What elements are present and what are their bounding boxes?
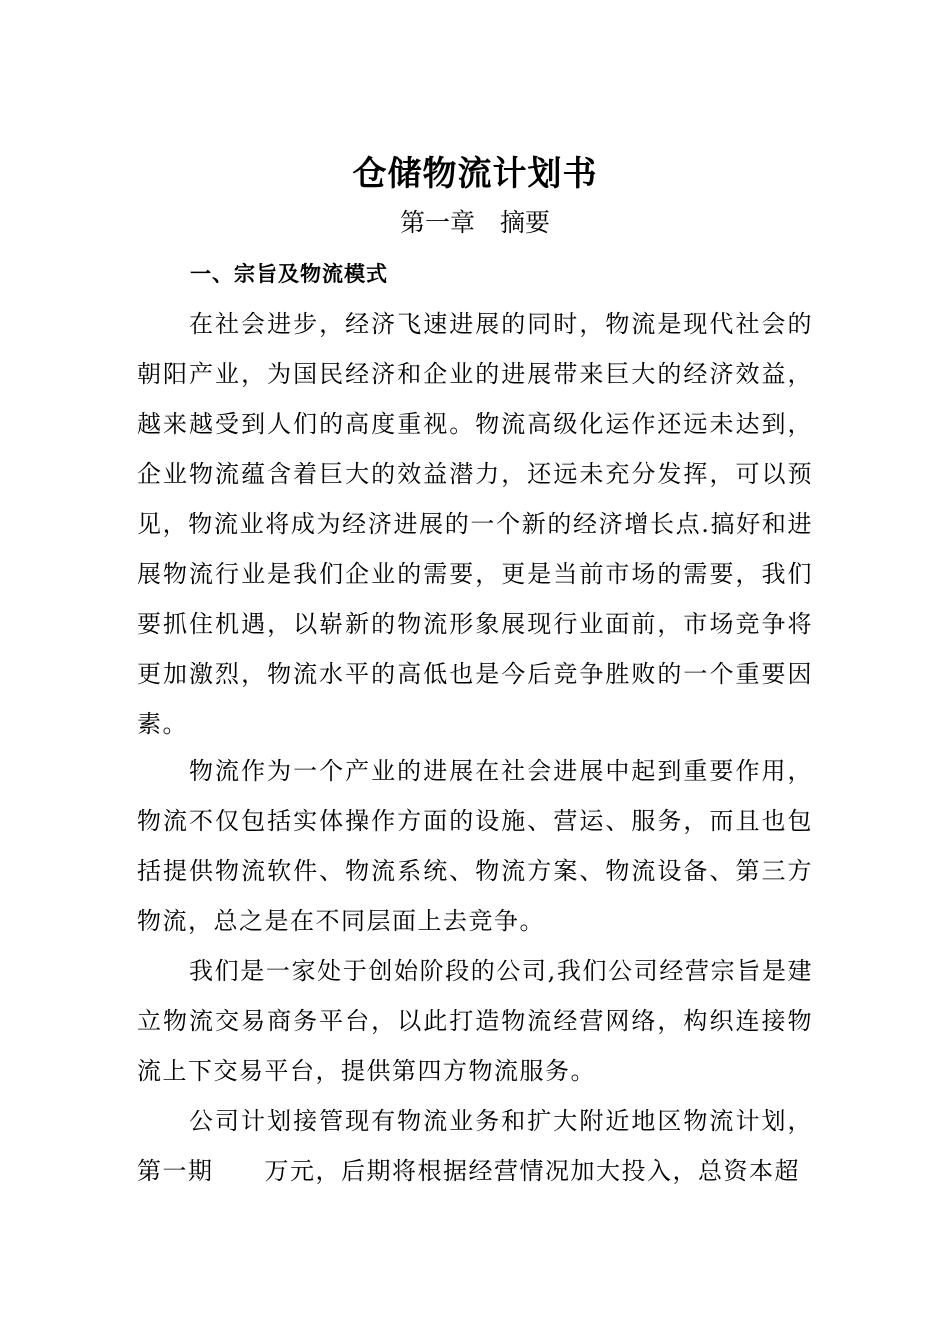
paragraph-3: 我们是一家处于创始阶段的公司,我们公司经营宗旨是建立物流交易商务平台，以此打造物流经营网络，构织连接物流上下交易平台，提供第四方物流服务。 [137,957,813,1085]
paragraph-4: 公司计划接管现有物流业务和扩大附近地区物流计划，第一期 万元，后期将根据经营情况加大投入，总资本超 [137,1107,813,1185]
chapter-title: 第一章 摘要 [399,208,550,237]
section-heading: 一、宗旨及物流模式 [190,262,388,286]
paragraph-1: 在社会进步，经济飞速进展的同时，物流是现代社会的朝阳产业，为国民经济和企业的进展带来巨大的经济效益，越来越受到人们的高度重视。物流高级化运作还远未达到，企业物流蕴含着巨大的效益潜力，还远未充分发挥，可以预见，物流业将成为经济进展的一个新的经济增长点.搞好和进展物流行业是我们企业的需要，更是当前市场的需要，我们要抓住机遇，以崭新的物流形象展现行业面前，市场竞争将更加激烈，物流水平的高低也是今后竞争胜败的一个重要因素。 [137,310,813,738]
document-title: 仓储物流计划书 [352,154,598,194]
paragraph-2: 物流作为一个产业的进展在社会进展中起到重要作用，物流不仅包括实体操作方面的设施、营运、服务，而且也包括提供物流软件、物流系统、物流方案、物流设备、第三方物流，总之是在不同层面上去竞争。 [137,757,813,935]
